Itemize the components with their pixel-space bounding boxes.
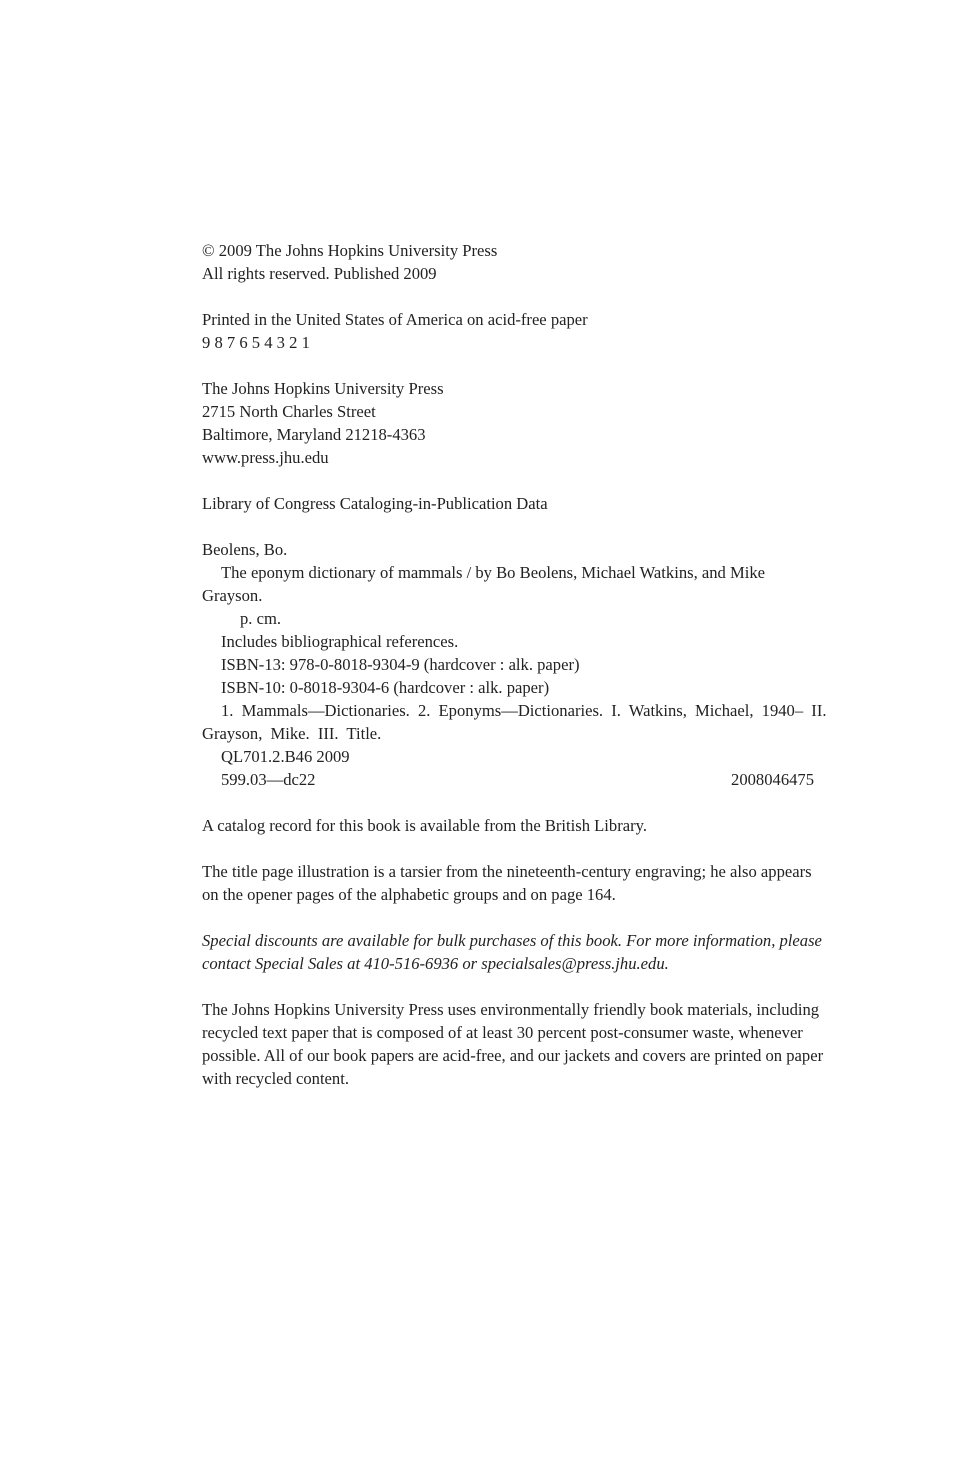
- cip-lccn: 2008046475: [731, 770, 814, 789]
- spacer: [202, 515, 842, 538]
- cip-notes: Includes bibliographical references.: [221, 632, 459, 651]
- printed-in-line: Printed in the United States of America on acid-free paper: [202, 310, 588, 329]
- cip-subjects: 1. Mammals—Dictionaries. 2. Eponyms—Dictionaries. I. Watkins, Michael, 1940– II. Grayson, Mike. III. Title.: [202, 701, 827, 743]
- printing-number-line: 9 8 7 6 5 4 3 2 1: [202, 333, 310, 352]
- cip-isbn13: ISBN-13: 978-0-8018-9304-9 (hardcover : alk. paper): [221, 655, 580, 674]
- environment-note: The Johns Hopkins University Press uses environmentally friendly book materials, including recycled text paper that is composed of at least 30 percent post-consumer waste, whenever possible. All of our book papers are acid-free, and our jackets and covers are printed on paper with recycled content.: [202, 1000, 824, 1088]
- spacer: [202, 906, 842, 929]
- spacer: [202, 285, 842, 308]
- spacer: [202, 791, 842, 814]
- cip-heading: Library of Congress Cataloging-in-Publication Data: [202, 494, 548, 513]
- cip-author: Beolens, Bo.: [202, 540, 288, 559]
- rights-line: All rights reserved. Published 2009: [202, 264, 437, 283]
- cip-dewey-number: 599.03—dc22: [221, 770, 316, 789]
- publisher-street: 2715 North Charles Street: [202, 402, 376, 421]
- spacer: [202, 975, 842, 998]
- british-library-note: A catalog record for this book is available from the British Library.: [202, 816, 647, 835]
- cip-isbn10: ISBN-10: 0-8018-9304-6 (hardcover : alk. paper): [221, 678, 550, 697]
- copyright-page: [202, 239, 842, 1090]
- cip-lc-call-number: QL701.2.B46 2009: [221, 747, 350, 766]
- publisher-website: www.press.jhu.edu: [202, 448, 329, 467]
- cip-physical-description: p. cm.: [240, 609, 282, 628]
- spacer: [202, 837, 842, 860]
- spacer: [202, 469, 842, 492]
- cip-title-statement: The eponym dictionary of mammals / by Bo Beolens, Michael Watkins, and Mike Grayson.: [202, 563, 766, 605]
- spacer: [202, 354, 842, 377]
- cip-classification-row: [202, 768, 814, 791]
- copyright-line: © 2009 The Johns Hopkins University Press: [202, 241, 498, 260]
- publisher-city: Baltimore, Maryland 21218-4363: [202, 425, 426, 444]
- illustration-note: The title page illustration is a tarsier from the nineteenth-century engraving; he also appears on the opener pages of the alphabetic groups and on page 164.: [202, 862, 812, 904]
- publisher-name: The Johns Hopkins University Press: [202, 379, 444, 398]
- special-sales-note: Special discounts are available for bulk purchases of this book. For more information, please contact Special Sales at 410-516-6936 or specialsales@press.jhu.edu.: [202, 931, 822, 973]
